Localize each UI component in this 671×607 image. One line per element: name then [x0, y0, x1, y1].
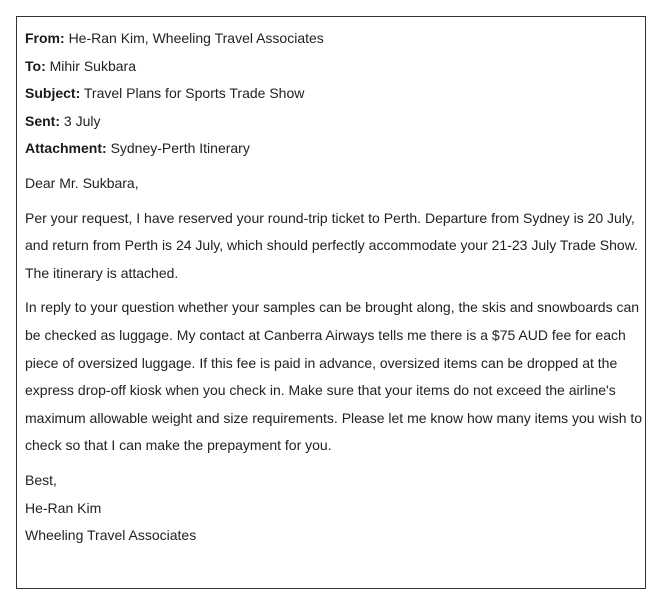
closing: Best,	[25, 471, 57, 488]
subject-value: Travel Plans for Sports Trade Show	[83, 85, 305, 102]
greeting: Dear Mr. Sukbara,	[25, 174, 139, 191]
to-line	[25, 53, 643, 81]
from-label: From:	[25, 30, 65, 46]
sent-line	[25, 108, 643, 136]
attachment-line	[25, 135, 643, 163]
to-value: Mihir Sukbara	[49, 57, 136, 74]
signature-company: Wheeling Travel Associates	[25, 527, 197, 544]
subject-label: Subject:	[25, 85, 81, 102]
sent-label: Sent:	[25, 112, 60, 129]
from-line	[25, 25, 643, 53]
sent-value: 3 July	[63, 112, 101, 129]
body-paragraph-2: In reply to your question whether your samples can be brought along, the skis and snowboards can be checked as luggage. My contact at Canberra Airways tells me there is a $75 AUD fee for each piece of oversized luggage. If this fee is paid in advance, oversized items can be dropped at the express drop-off kiosk when you check in. Make sure that your items do not exceed the airline's maximum allowable weight and size requirements. Please let me know how many items you wish to check so that I can make the prepayment for you.	[25, 299, 643, 454]
signature-block	[25, 467, 643, 550]
attachment-value: Sydney-Perth Itinerary	[110, 140, 250, 157]
to-label: To:	[25, 57, 46, 74]
email-header	[25, 25, 643, 163]
body-paragraph-1: Per your request, I have reserved your round-trip ticket to Perth. Departure from Sydney is 20 July, and return from Perth is 24 July, which should perfectly accommodate your 21-23 July Trade Show. The itinerary is attached.	[25, 209, 638, 281]
attachment-label: Attachment:	[25, 140, 107, 157]
from-value: He-Ran Kim, Wheeling Travel Associates	[68, 30, 324, 46]
signature-name: He-Ran Kim	[25, 499, 102, 516]
email-content	[25, 25, 643, 550]
email-frame	[16, 16, 646, 589]
subject-line	[25, 80, 643, 108]
